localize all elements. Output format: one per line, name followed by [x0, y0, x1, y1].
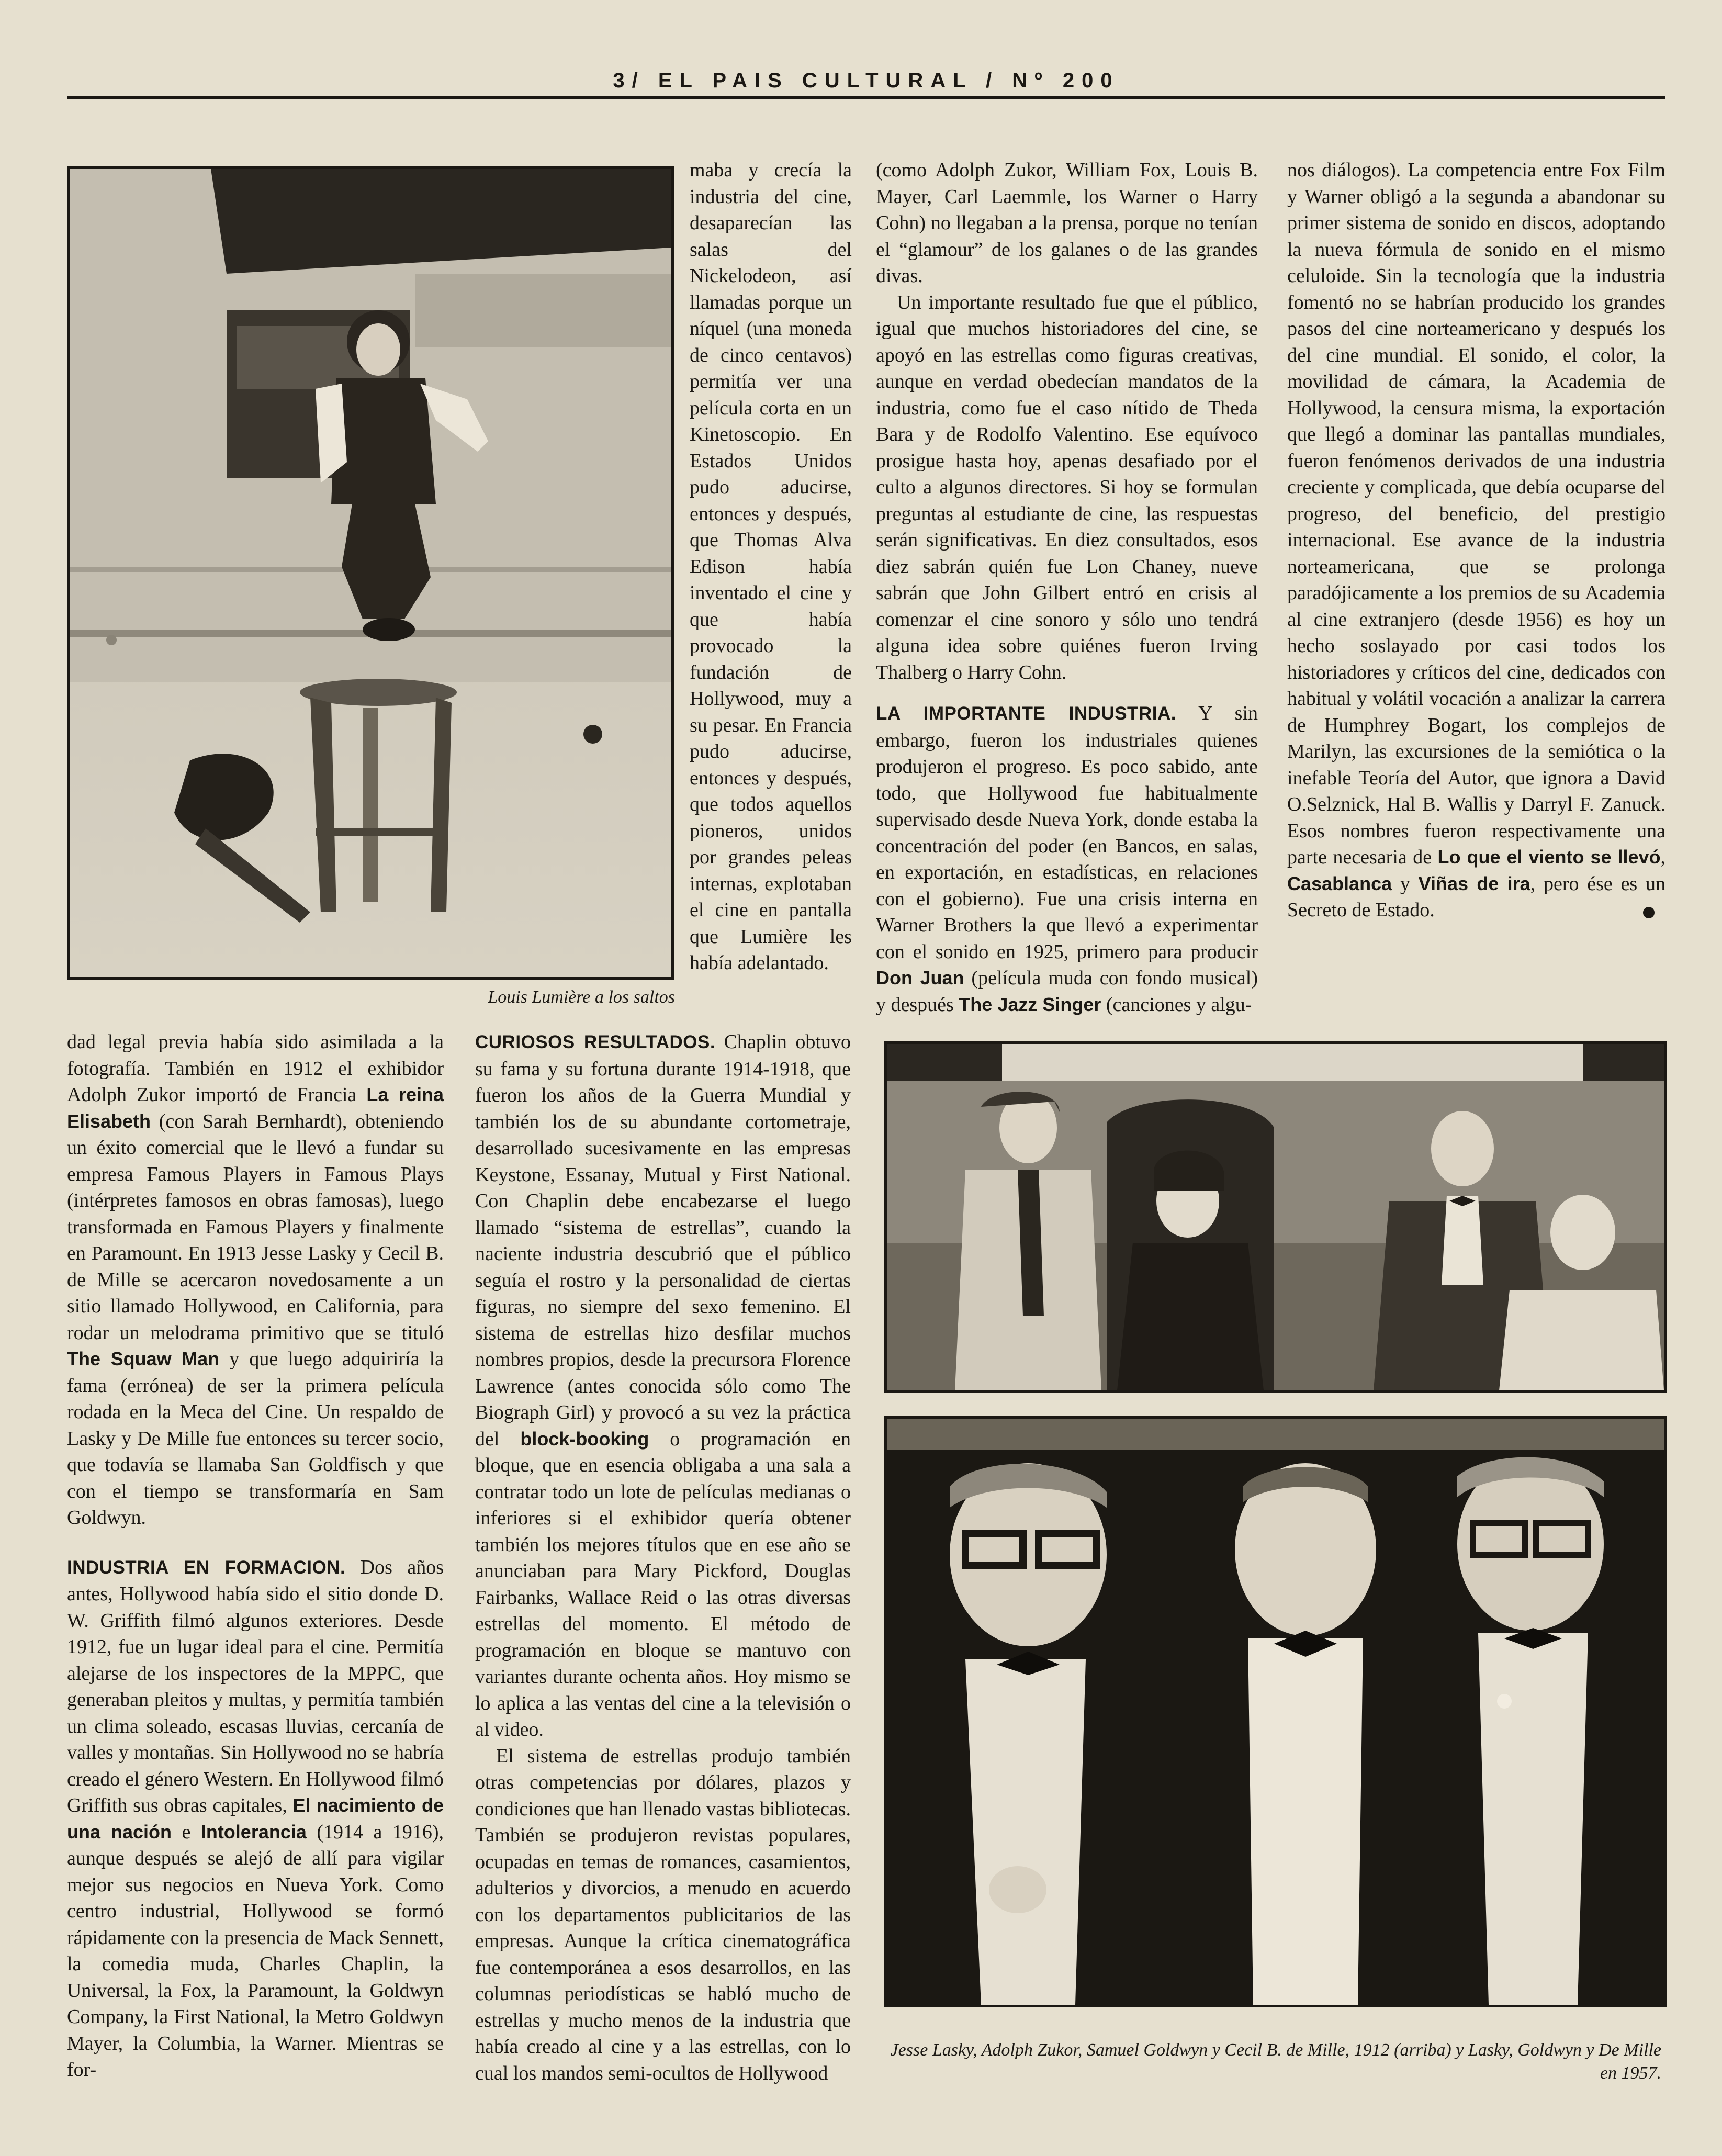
text-run: , pero ése es un Secreto de Estado. — [1287, 872, 1665, 921]
term-block-booking: block-booking — [520, 1428, 649, 1450]
photo-producers-1912-image — [887, 1044, 1664, 1390]
text-run: o programación en bloque, que en esencia obligaba a una sala a contratar todo un lote de películas medianas o inferiores si el exhibidor quería obtener también los mejores títulos que en ese año se anunciaban para Mary Pickford, Douglas Fairbanks, Wallace Reid o las otras diversas estrellas del momento. El método de programación en bloque se mantuvo con variantes durante ochenta años. Hoy mismo se lo aplica a las ventas del cine a la televisión o al video. — [475, 1428, 851, 1740]
film-title-nacimiento: El nacimiento de una nación — [67, 1794, 444, 1843]
film-title-squaw-man: The Squaw Man — [67, 1348, 220, 1369]
column-narrow-paragraph: maba y crecía la industria del cine, desaparecían las salas del Nickelodeon, así llamadas porque un níquel (una moneda de cinco centavos) permitía ver una película corta en un Kinetoscopio. En Estados Unidos pudo aducirse, entonces y después, que Thomas Alva Edison había inventado el cine y que había provocado la fundación de Hollywood, muy a su pesar. En Francia pudo aducirse, entonces y después, que todos aquellos pioneros, unidos por grandes peleas internas, explotaban el cine en pantalla que Lumière les había adelantado. — [690, 159, 852, 974]
photo-producers-1957-image — [887, 1419, 1664, 2005]
film-title-intolerancia: Intolerancia — [200, 1821, 307, 1843]
column-bottom-2-paragraph-1 — [475, 1029, 851, 1743]
text-run: y que luego adquiriría la fama (errónea) de ser la primera película rodada en la Meca del Cine. Un respaldo de Lasky y De Mille fue entonces su tercer socio, que todavía se llamaba San Goldfisch y que con el tiempo se transformaría en Sam Goldwyn. — [67, 1348, 444, 1529]
photo-producers-1912 — [884, 1041, 1667, 1393]
text-run: y — [1392, 872, 1419, 895]
text-run: (con Sarah Bernhardt), obteniendo un éxito comercial que le llevó a fundar su empresa Famous Players in Famous Plays (intérpretes famosos en obras famosas), luego transformada en Famous Players y finalmente en Paramount. En 1913 Jesse Lasky y Cecil B. de Mille se acercaron novedosamente a un sitio llamado Hollywood, en California, para rodar un melodrama primitivo que se tituló — [67, 1110, 444, 1344]
film-title-don-juan: Don Juan — [876, 967, 964, 989]
text-run: e — [172, 1821, 201, 1843]
subhead-curiosos-resultados: CURIOSOS RESULTADOS. — [475, 1032, 716, 1052]
column-top-3-paragraph-1: (como Adolph Zukor, William Fox, Louis B. Mayer, Carl Laemmle, los Warner o Harry Cohn) no llegaban a la prensa, porque no tenían el “glamour” de los galanes o de las grandes divas. — [876, 159, 1258, 287]
bleed-through-header — [1277, 21, 1653, 52]
column-narrow — [690, 157, 852, 976]
photo-lumiere-image — [70, 169, 671, 977]
subhead-industria-formacion: INDUSTRIA EN FORMACION. — [67, 1557, 346, 1578]
film-title-reina-elisabeth: La reina Elisabeth — [67, 1084, 444, 1132]
subhead-importante-industria: LA IMPORTANTE INDUSTRIA. — [876, 703, 1176, 724]
text-run: Chaplin obtuvo su fama y su fortuna durante 1914-1918, que fueron los años de la Guerra Mundial y también los de su abundante cortometraje, desarrollado sucesivamente en las empresas Keystone, Essanay, Mutual y First National. Con Chaplin debe encabezarse el luego llamado “sistema de estrellas”, cuando la naciente industria descubrió que el público seguía el rostro y la personalidad de ciertas figuras, no siempre del sexo femenino. El sistema de estrellas hizo desfilar muchos nombres propios, desde la precursora Florence Lawrence (antes conocida sólo como The Biograph Girl) y provocó a su vez la práctica del — [475, 1031, 851, 1450]
text-run: (canciones y algu- — [1101, 993, 1252, 1016]
column-bottom-2 — [475, 1029, 851, 2086]
film-title-jazz-singer: The Jazz Singer — [959, 993, 1101, 1015]
column-bottom-1 — [67, 1029, 444, 2083]
photo-lumiere — [67, 166, 674, 980]
column-top-3-paragraph-2: Un importante resultado fue que el público, igual que muchos historiadores del cine, se apoyó en las estrellas como figuras creativas, aunque en verdad obedecían mandatos de la industria, como fue el caso nítido de Theda Bara y de Rodolfo Valentino. Ese equívoco prosigue hasta hoy, apenas desafiado por el culto a algunos directores. Si hoy se formulan preguntas al estudiante de cine, las respuestas serán significativas. En diez consultados, esos diez sabrán quién fue Lon Chaney, nueve sabrán que John Gilbert entró en crisis al comenzar el cine sonoro y sólo uno tendrá alguna idea sobre quiénes fueron Irving Thalberg o Harry Cohn. — [876, 291, 1258, 683]
text-run: , — [1660, 846, 1665, 868]
header-rule — [67, 96, 1665, 99]
photo-producers-1957 — [884, 1416, 1667, 2007]
page-header: 3/ EL PAIS CULTURAL / Nº 200 — [613, 69, 1120, 92]
column-top-4 — [1287, 157, 1665, 924]
text-run: Y sin embargo, fueron los industriales quienes produjeron el progreso. Es poco sabido, ante todo, que Hollywood fue habitualmente supervisado desde Nueva York, donde estaba la concentración del poder (en Bancos, en salas, en exportación, en estadísticas, en relaciones con el gobierno). Fue una crisis interna en Warner Brothers la que llevó a experimentar con el sonido en 1925, primero para producir — [876, 702, 1258, 963]
text-run: Dos años antes, Hollywood había sido el sitio donde D. W. Griffith filmó algunos exteriores. Desde 1912, fue un lugar ideal para el cine. Permitía alejarse de los inspectores de la MPPC, que generaban pleitos y multas, y permitía también un clima soleado, escasas lluvias, cercanía de valles y montañas. Sin Hollywood no se habría creado el género Western. En Hollywood filmó Griffith sus obras capitales, — [67, 1556, 444, 1816]
text-run: (película muda con fondo musical) y después — [876, 967, 1258, 1016]
column-bottom-1-paragraph-1 — [67, 1029, 444, 1531]
film-title-vinas: Viñas de ira — [1418, 872, 1530, 894]
column-top-3 — [876, 157, 1258, 1018]
text-run: dad legal previa había sido asimilada a la fotografía. También en 1912 el exhibidor Adolph Zukor importó de Francia — [67, 1031, 444, 1106]
photo-producers-caption: Jesse Lasky, Adolph Zukor, Samuel Goldwyn y Cecil B. de Mille, 1912 (arriba) y Lasky, Goldwyn y De Mille en 1957. — [890, 2040, 1661, 2083]
text-run: (1914 a 1916), aunque después se alejó de allí para vigilar mejor sus negocios en Nueva York. Como centro industrial, Hollywood se formó rápidamente con la presencia de Mack Sennett, la comedia muda, Charles Chaplin, la Universal, la Fox, la Paramount, la Goldwyn Company, la First National, la Metro Goldwyn Mayer, la Columbia, la Warner. Mientras se for- — [67, 1821, 444, 2081]
column-top-4-paragraph — [1287, 157, 1665, 924]
column-bottom-1-paragraph-2 — [67, 1554, 444, 2083]
text-run: nos diálogos). La competencia entre Fox Film y Warner obligó a la segunda a abandonar su primer sistema de sonido en discos, adoptando la nueva fórmula de sonido en el mismo celuloide. Sin la tecnología que la industria fomentó no se habrían producido los grandes pasos del cine norteamericano y después los del cine mundial. El sonido, el color, la movilidad de cámara, la Academia de Hollywood, la censura misma, la exportación que llegó a dominar las pantallas mundiales, fueron fenómenos derivados de una industria creciente y complicada, que debía ocuparse del progreso, del beneficio, del prestigio internacional. Ese avance de la industria norteamericana, que se prolonga paradójicamente a los premios de su Academia al cine extranjero (desde 1956) es hoy un hecho soslayado por casi todos los historiadores y críticos del cine, dedicados con habitual y volátil vocación a analizar la carrera de Humphrey Bogart, los complejos de Marilyn, las excursiones de la semiótica o la inefable Teoría del Autor, que ignora a David O.Selznick, Hal B. Wallis y Darryl F. Zanuck. Esos nombres fueron respectivamente una parte necesaria de — [1287, 159, 1665, 868]
end-mark — [1643, 907, 1655, 918]
film-title-casablanca: Casablanca — [1287, 872, 1392, 894]
column-top-3-paragraph-3 — [876, 700, 1258, 1018]
column-bottom-2-paragraph-2: El sistema de estrellas produjo también otras competencias por dólares, plazos y condiciones que han llenado vastas bibliotecas. También se produjeron revistas populares, ocupadas en temas de romances, casamientos, adulterios y divorcios, a menudo en acuerdo con los departamentos publicitarios de las empresas. Aunque la crítica cinematográfica fue contemporánea a esos desarrollos, en las columnas periodísticas se habló mucho de estrellas y mucho menos de la industria que había creado al cine y a las estrellas, con lo cual los mandos semi-ocultos de Hollywood — [475, 1745, 851, 2084]
film-title-viento: Lo que el viento se llevó — [1437, 846, 1661, 868]
photo-lumiere-caption: Louis Lumière a los saltos — [488, 987, 675, 1007]
